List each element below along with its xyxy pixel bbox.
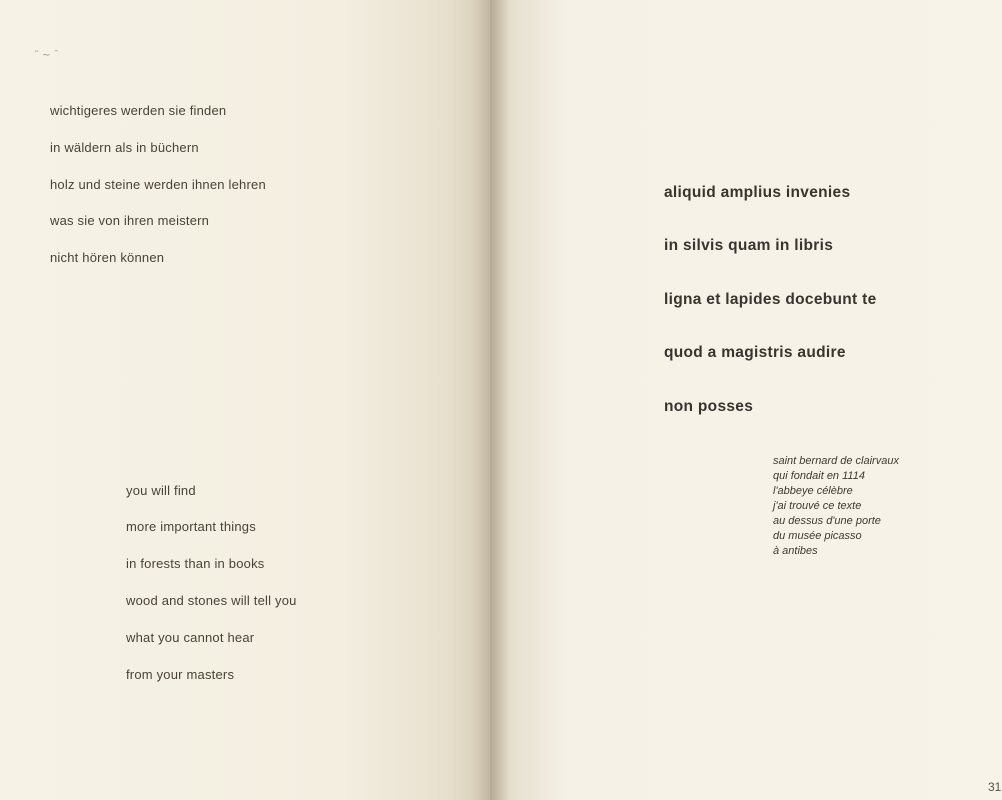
- english-line: wood and stones will tell you: [126, 593, 297, 608]
- latin-line: aliquid amplius invenies: [664, 184, 851, 201]
- page-number: 31: [988, 780, 1002, 794]
- english-line: what you cannot hear: [126, 630, 255, 645]
- latin-line: non posses: [664, 398, 754, 415]
- book-gutter: [470, 0, 510, 800]
- note-line: saint bernard de clairvaux: [773, 455, 899, 467]
- note-line: à antibes: [773, 545, 818, 557]
- paper-mark: ˜ ~ ˉ: [34, 50, 59, 61]
- note-line: j'ai trouvé ce texte: [773, 500, 862, 512]
- german-line: nicht hören können: [50, 250, 165, 265]
- latin-line: in silvis quam in libris: [664, 237, 834, 254]
- note-line: du musée picasso: [773, 530, 862, 542]
- note-line: au dessus d'une porte: [773, 515, 881, 527]
- note-line: l'abbeye célèbre: [773, 485, 853, 497]
- english-line: you will find: [126, 483, 196, 498]
- left-page: [0, 0, 490, 800]
- latin-line: ligna et lapides docebunt te: [664, 291, 877, 308]
- latin-line: quod a magistris audire: [664, 344, 846, 361]
- english-line: more important things: [126, 519, 256, 534]
- german-line: wichtigeres werden sie finden: [50, 103, 227, 118]
- german-line: was sie von ihren meistern: [50, 213, 210, 228]
- german-line: holz und steine werden ihnen lehren: [50, 177, 266, 192]
- english-line: from your masters: [126, 667, 235, 682]
- english-line: in forests than in books: [126, 556, 265, 571]
- german-line: in wäldern als in büchern: [50, 140, 199, 155]
- note-line: qui fondait en 1114: [773, 470, 865, 482]
